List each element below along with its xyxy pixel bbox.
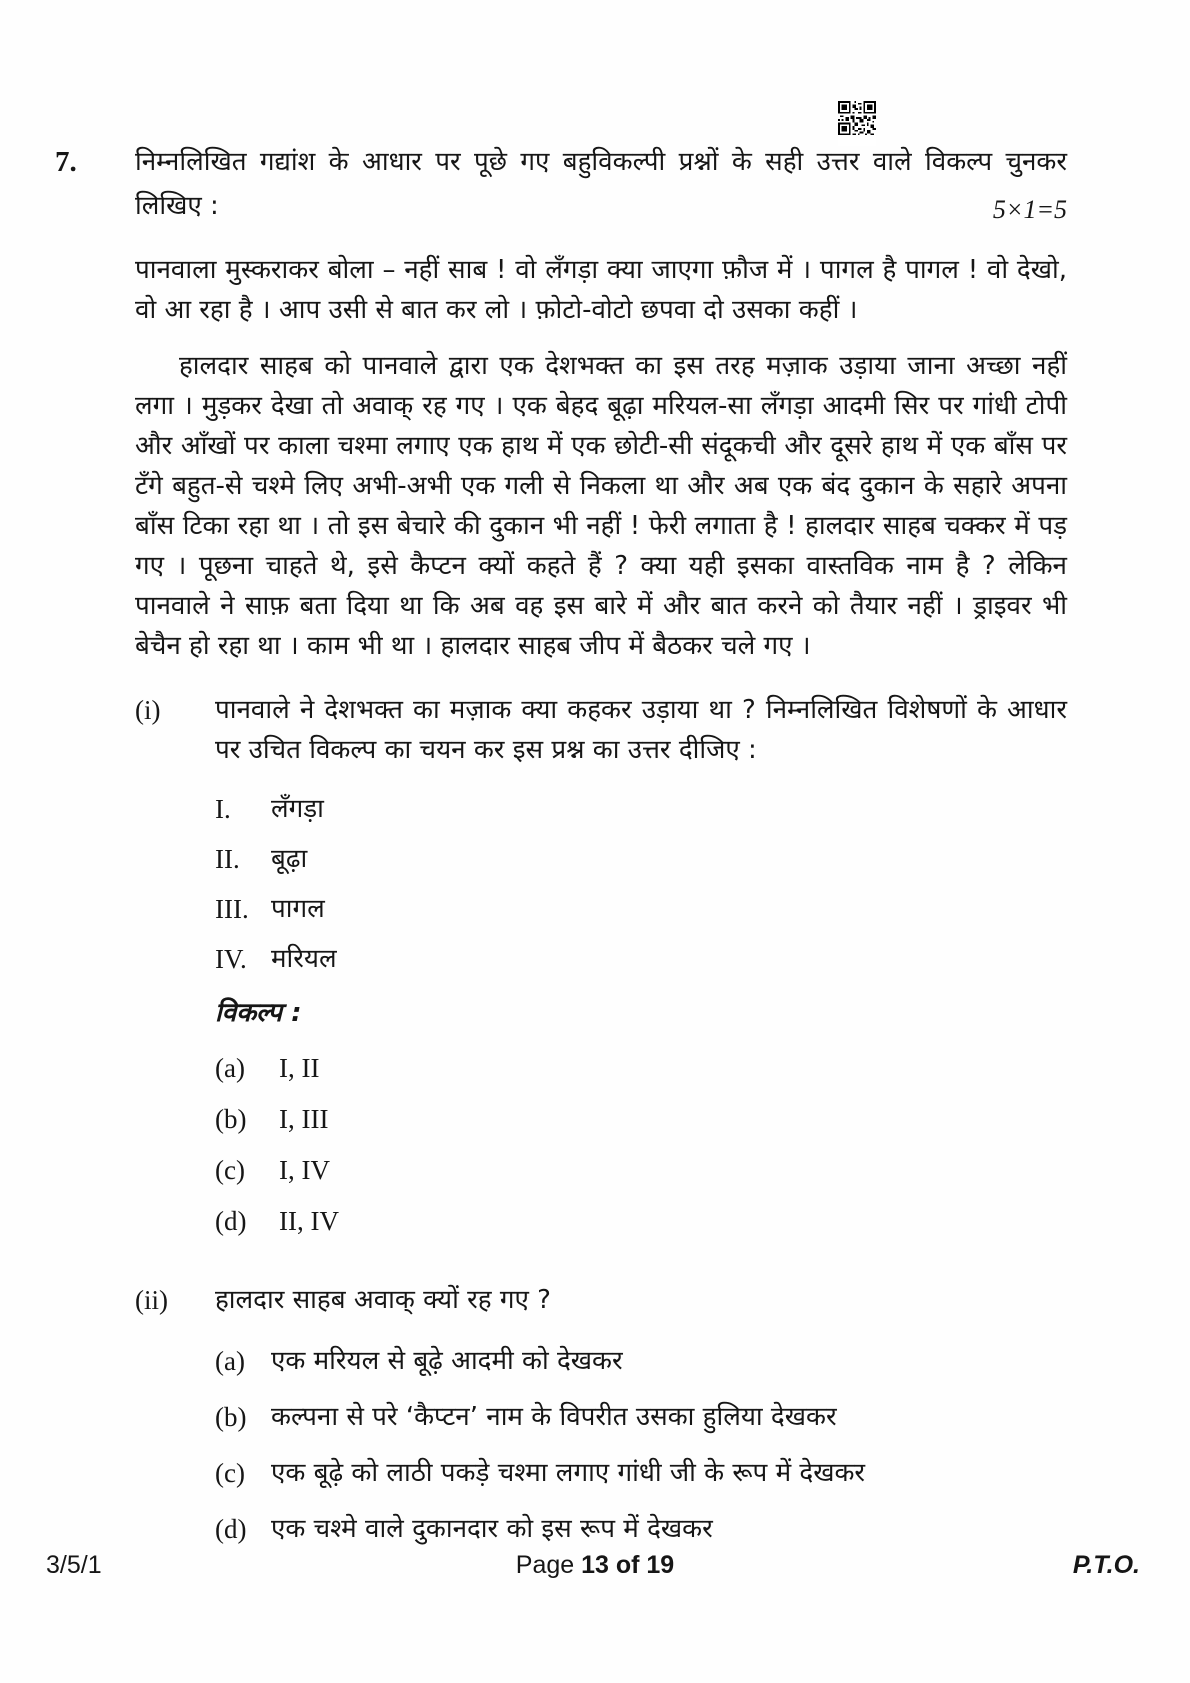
subquestion-ii-number: (ii) — [135, 1285, 168, 1315]
item-numeral: III. — [215, 894, 249, 924]
list-item — [215, 790, 1067, 828]
footer-paper-code: 3/5/1 — [46, 1551, 102, 1579]
option-letter: (a) — [215, 1346, 245, 1376]
subquestion-i — [135, 690, 1067, 1240]
option-row — [215, 1202, 1067, 1240]
option-letter: (a) — [215, 1053, 245, 1083]
subquestion-ii — [135, 1280, 1067, 1548]
page-footer — [0, 1550, 1190, 1584]
option-letter: (d) — [215, 1206, 247, 1236]
footer-page-value: 13 of 19 — [581, 1551, 675, 1579]
option-value: I, II — [279, 1053, 320, 1083]
passage-paragraph-2: हालदार साहब को पानवाले द्वारा एक देशभक्त का इस तरह मज़ाक उड़ाया जाना अच्छा नहीं लगा । मुड़कर देखा तो अवाक् रह गए । एक बेहद बूढ़ा मरियल-सा लँगड़ा आदमी सिर पर गांधी टोपी और आँखों पर काला चश्मा लगाए एक हाथ में एक छोटी-सी संदूकची और दूसरे हाथ में एक बाँस पर टँगे बहुत-से चश्मे लिए अभी-अभी एक गली से निकला था और अब एक बंद दुकान के सहारे अपना बाँस टिका रहा था । तो इस बेचारे की दुकान भी नहीं ! फेरी लगाता है ! हालदार साहब चक्कर में पड़ गए । पूछना चाहते थे, इसे कैप्टन क्यों कहते हैं ? क्या यही इसका वास्तविक नाम है ? लेकिन पानवाले ने साफ़ बता दिया था कि अब वह इस बारे में और बात करने को तैयार नहीं । ड्राइवर भी बेचैन हो रहा था । काम भी था । हालदार साहब जीप में बैठकर चले गए । — [135, 351, 1067, 661]
option-value: कल्पना से परे ‘कैप्टन’ नाम के विपरीत उसका हुलिया देखकर — [271, 1402, 837, 1432]
option-row — [215, 1049, 1067, 1087]
option-value: एक बूढ़े को लाठी पकड़े चश्मा लगाए गांधी जी के रूप में देखकर — [271, 1458, 866, 1488]
list-item — [215, 940, 1067, 978]
option-row — [215, 1100, 1067, 1138]
option-letter: (b) — [215, 1402, 247, 1432]
option-value: एक चश्मे वाले दुकानदार को इस रूप में देखकर — [271, 1514, 713, 1544]
subquestion-i-number: (i) — [135, 695, 161, 725]
item-label: लँगड़ा — [271, 794, 324, 824]
option-value: I, IV — [279, 1155, 330, 1185]
passage-paragraph-1: पानवाला मुस्कराकर बोला – नहीं साब ! वो लँगड़ा क्या जाएगा फ़ौज में । पागल है पागल ! वो देखो, वो आ रहा है । आप उसी से बात कर लो । फ़ोटो-वोटो छपवा दो उसका कहीं । — [135, 255, 1067, 325]
option-row — [215, 1342, 1067, 1380]
option-row — [215, 1398, 1067, 1436]
list-item — [215, 890, 1067, 928]
item-label: बूढ़ा — [271, 844, 308, 874]
item-numeral: I. — [215, 794, 231, 824]
subquestion-i-text: पानवाले ने देशभक्त का मज़ाक क्या कहकर उड़ाया था ? निम्नलिखित विशेषणों के आधार पर उचित विकल्प का चयन कर इस प्रश्न का उत्तर दीजिए : — [215, 695, 1067, 765]
footer-pto: P.T.O. — [1072, 1551, 1140, 1579]
option-letter: (d) — [215, 1514, 247, 1544]
question-intro-text: निम्नलिखित गद्यांश के आधार पर पूछे गए बहुविकल्पी प्रश्नों के सही उत्तर वाले विकल्प चुनकर लिखिए : — [135, 147, 1067, 221]
option-letter: (b) — [215, 1104, 247, 1134]
option-value: एक मरियल से बूढ़े आदमी को देखकर — [271, 1346, 623, 1376]
question-number: 7. — [55, 146, 77, 178]
option-value: I, III — [279, 1104, 329, 1134]
question-intro — [135, 140, 1067, 228]
list-item — [215, 840, 1067, 878]
footer-page-label: Page — [515, 1551, 575, 1579]
footer-page-indicator — [0, 1550, 1190, 1580]
item-numeral: IV. — [215, 944, 247, 974]
option-row — [215, 1151, 1067, 1189]
item-label: मरियल — [271, 944, 337, 974]
question-block — [55, 140, 1067, 1548]
option-row — [215, 1454, 1067, 1492]
option-letter: (c) — [215, 1458, 245, 1488]
option-row — [215, 1510, 1067, 1548]
item-label: पागल — [271, 894, 325, 924]
options-heading: विकल्प : — [215, 998, 302, 1028]
item-numeral: II. — [215, 844, 240, 874]
option-value: II, IV — [279, 1206, 339, 1236]
marks-value: 5×1=5 — [992, 195, 1067, 224]
option-letter: (c) — [215, 1155, 245, 1185]
subquestion-ii-text: हालदार साहब अवाक् क्यों रह गए ? — [215, 1285, 551, 1315]
